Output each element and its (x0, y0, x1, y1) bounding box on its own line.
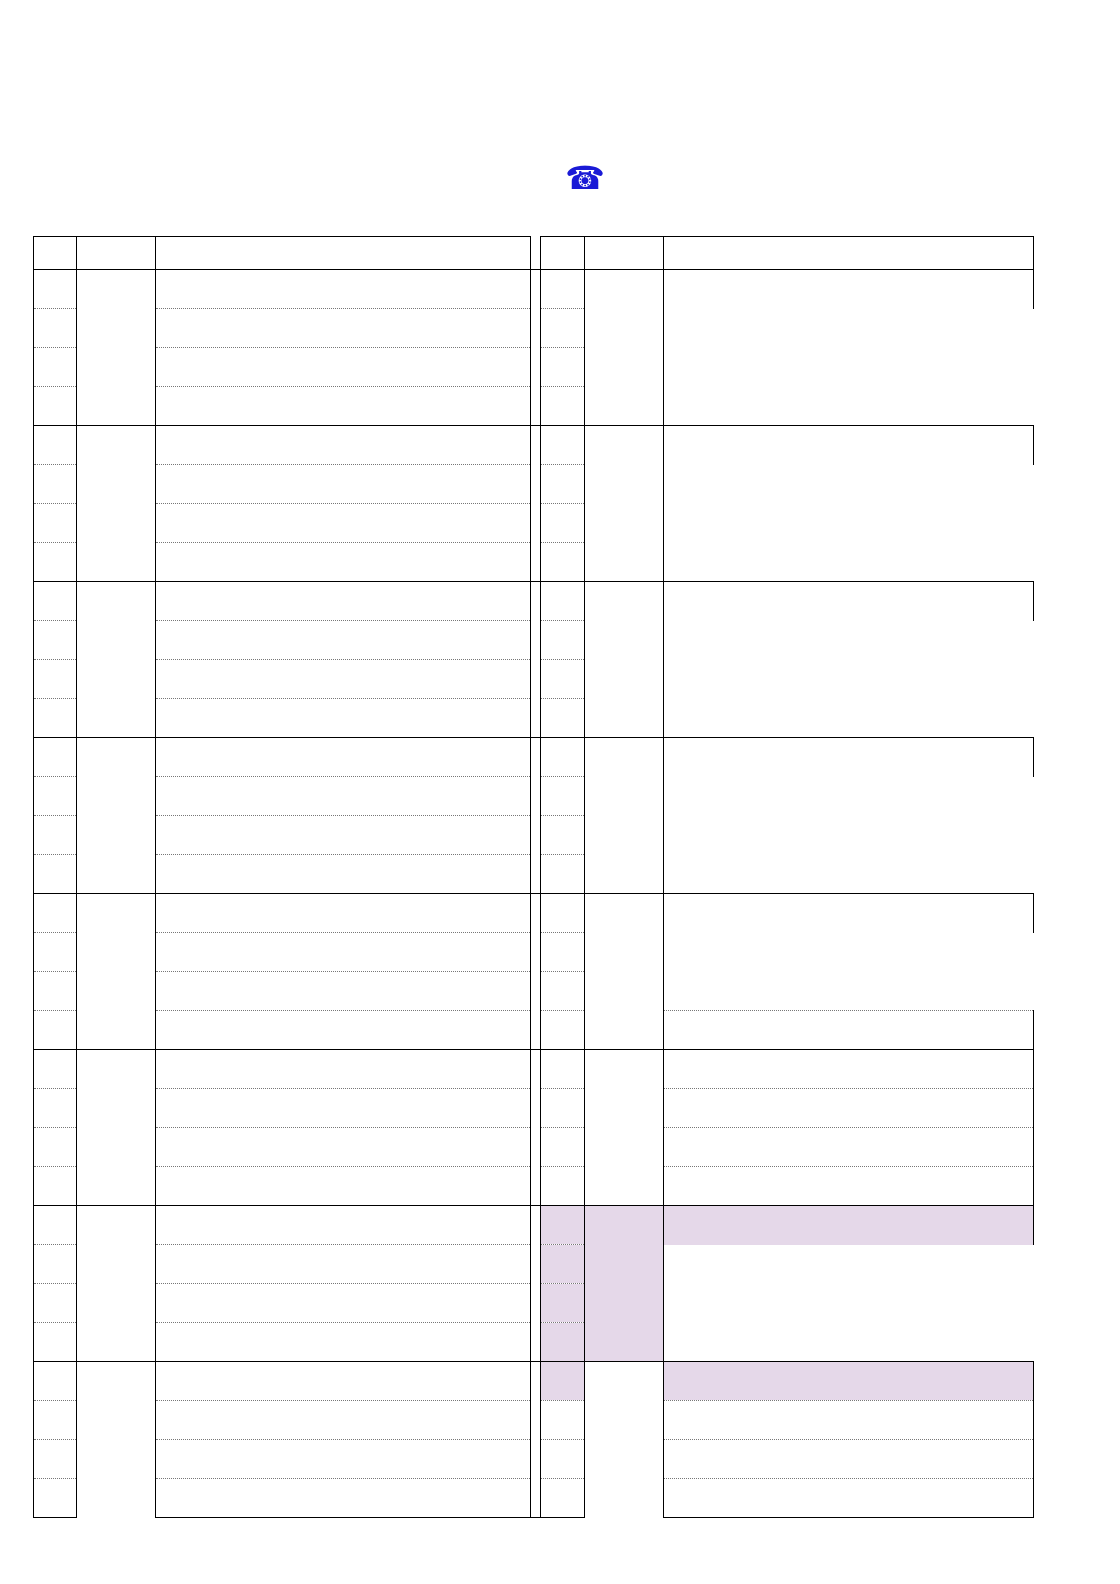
match-number (541, 582, 585, 621)
column-gap (531, 1245, 541, 1284)
match-row (34, 1206, 541, 1245)
column-gap (531, 1479, 541, 1518)
matchup (541, 1324, 584, 1361)
player-pair (156, 582, 531, 621)
player-pair (664, 1050, 1034, 1089)
player-pair (156, 387, 531, 426)
column-gap (531, 1128, 541, 1167)
game-time (585, 1362, 664, 1518)
game-time (77, 426, 156, 582)
matchup (541, 544, 584, 581)
matchup (156, 310, 530, 347)
matchup (664, 583, 1033, 620)
match-row (34, 270, 541, 309)
game-time (585, 270, 664, 426)
matchup (156, 1051, 530, 1088)
match-number (34, 855, 77, 894)
player-pair (541, 816, 585, 855)
club-contact-line (0, 154, 1120, 201)
player-pair (156, 933, 531, 972)
matchup (156, 817, 530, 854)
matchup (156, 349, 530, 386)
matchup (664, 271, 1033, 308)
player-pair (541, 933, 585, 972)
player-pair (664, 270, 1034, 309)
match-number (34, 387, 77, 426)
player-pair (541, 1245, 585, 1284)
schedule-table-right (540, 236, 1034, 1518)
player-pair (156, 309, 531, 348)
column-gap (531, 426, 541, 465)
matchup (541, 934, 584, 971)
player-pair (541, 465, 585, 504)
match-row (541, 582, 1034, 621)
player-pair (156, 543, 531, 582)
matchup (156, 388, 530, 425)
matchup (156, 1090, 530, 1127)
game-time (77, 1050, 156, 1206)
player-pair (156, 972, 531, 1011)
match-number (34, 1245, 77, 1284)
player-pair (156, 1050, 531, 1089)
matchup (156, 895, 530, 932)
matchup (541, 700, 584, 737)
match-number (34, 504, 77, 543)
matchup (541, 388, 584, 425)
match-number (34, 270, 77, 309)
player-pair (156, 1206, 531, 1245)
matchup (156, 778, 530, 815)
matchup (541, 856, 584, 893)
column-header-time (77, 237, 156, 270)
game-time (77, 582, 156, 738)
match-number (541, 894, 585, 933)
player-pair (156, 504, 531, 543)
player-pair (541, 660, 585, 699)
player-pair (156, 699, 531, 738)
player-pair (541, 699, 585, 738)
column-gap (531, 972, 541, 1011)
match-number (541, 738, 585, 777)
player-pair (541, 504, 585, 543)
match-number (541, 1167, 585, 1206)
game-time (585, 738, 664, 894)
matchup (156, 1402, 530, 1439)
matchup (156, 271, 530, 308)
match-number (34, 933, 77, 972)
matchup (541, 973, 584, 1010)
matchup (156, 1363, 530, 1400)
game-time (77, 1362, 156, 1518)
player-pair (541, 1323, 585, 1362)
matchup (541, 310, 584, 347)
match-number (34, 1206, 77, 1245)
phone-block (565, 155, 615, 198)
matchup (156, 583, 530, 620)
match-number (541, 1128, 585, 1167)
column-gap (531, 1011, 541, 1050)
column-header-no (34, 237, 77, 270)
player-pair (156, 660, 531, 699)
column-gap (531, 1089, 541, 1128)
column-gap (531, 660, 541, 699)
game-time (77, 1206, 156, 1362)
column-gap (531, 582, 541, 621)
player-pair (156, 1323, 531, 1362)
column-gap (531, 1167, 541, 1206)
matchup (156, 1207, 530, 1244)
player-pair (541, 543, 585, 582)
match-row (34, 1050, 541, 1089)
player-pair (664, 1011, 1034, 1050)
column-header-players (664, 237, 1034, 270)
matchup (541, 778, 584, 815)
game-time (585, 582, 664, 738)
match-number (34, 1011, 77, 1050)
matchup (156, 1129, 530, 1166)
column-gap (531, 543, 541, 582)
match-number (34, 348, 77, 387)
match-number (34, 777, 77, 816)
column-gap (531, 1362, 541, 1401)
matchup (664, 1363, 1033, 1400)
matchup (541, 505, 584, 542)
column-header-players (156, 237, 531, 270)
matchup (541, 661, 584, 698)
column-header-no (541, 237, 585, 270)
column-gap (531, 270, 541, 309)
matchup (156, 1012, 530, 1049)
matchup (156, 856, 530, 893)
match-number (541, 1440, 585, 1479)
column-gap (531, 1401, 541, 1440)
match-number (541, 426, 585, 465)
match-number (34, 309, 77, 348)
player-pair (156, 894, 531, 933)
match-number (34, 660, 77, 699)
match-number (34, 972, 77, 1011)
matchup (156, 544, 530, 581)
game-time (77, 270, 156, 426)
player-pair (664, 426, 1034, 465)
match-number (34, 738, 77, 777)
matchup (156, 973, 530, 1010)
player-pair (156, 1440, 531, 1479)
player-pair (156, 1011, 531, 1050)
player-pair (156, 465, 531, 504)
match-number (34, 816, 77, 855)
player-pair (664, 1206, 1034, 1245)
player-pair (664, 894, 1034, 933)
match-number (34, 1050, 77, 1089)
matchup (156, 934, 530, 971)
player-pair (664, 1401, 1034, 1440)
telephone-icon: ☎ (565, 159, 605, 197)
column-gap (531, 387, 541, 426)
game-time (585, 1206, 664, 1362)
player-pair (541, 855, 585, 894)
match-number (541, 1050, 585, 1089)
matchup (664, 1207, 1033, 1244)
match-number (541, 1479, 585, 1518)
player-pair (541, 309, 585, 348)
matchup (156, 1246, 530, 1283)
match-row (34, 894, 541, 933)
player-pair (156, 1479, 531, 1518)
game-time (585, 1050, 664, 1206)
player-pair (156, 1284, 531, 1323)
game-time (77, 894, 156, 1050)
player-pair (156, 777, 531, 816)
match-number (541, 1011, 585, 1050)
column-gap (531, 1284, 541, 1323)
player-pair (664, 1167, 1034, 1206)
match-number (34, 699, 77, 738)
header-row (541, 237, 1034, 270)
player-pair (541, 387, 585, 426)
match-row (541, 1206, 1034, 1245)
column-gap (531, 894, 541, 933)
player-pair (541, 621, 585, 660)
matchup (664, 895, 1033, 932)
player-pair (156, 1167, 531, 1206)
match-number (34, 465, 77, 504)
matchup (664, 427, 1033, 464)
player-pair (664, 582, 1034, 621)
matchup (541, 817, 584, 854)
column-gap (531, 816, 541, 855)
matchup (156, 1168, 530, 1205)
match-number (541, 270, 585, 309)
column-header-time (585, 237, 664, 270)
player-pair (156, 816, 531, 855)
column-gap (531, 699, 541, 738)
matchup (156, 1480, 530, 1517)
column-gap (531, 1323, 541, 1362)
player-pair (156, 348, 531, 387)
match-number (34, 1401, 77, 1440)
player-pair (156, 1089, 531, 1128)
matchup (156, 1285, 530, 1322)
match-row (34, 1362, 541, 1401)
matchup (156, 1324, 530, 1361)
schedule-table-left (33, 236, 541, 1518)
player-pair (156, 1362, 531, 1401)
game-time (585, 426, 664, 582)
match-number (34, 1440, 77, 1479)
match-number (34, 543, 77, 582)
player-pair (156, 426, 531, 465)
matchup (541, 349, 584, 386)
match-row (541, 1362, 1034, 1401)
matchup (541, 466, 584, 503)
match-number (34, 621, 77, 660)
game-time (77, 738, 156, 894)
column-gap (531, 777, 541, 816)
game-time (585, 894, 664, 1050)
player-pair (156, 270, 531, 309)
match-number (34, 1362, 77, 1401)
match-row (541, 738, 1034, 777)
column-gap (531, 504, 541, 543)
match-row (541, 894, 1034, 933)
match-number (541, 1401, 585, 1440)
match-row (541, 1050, 1034, 1089)
match-row (34, 738, 541, 777)
matchup (156, 622, 530, 659)
match-row (541, 426, 1034, 465)
match-row (541, 270, 1034, 309)
matchup (541, 1285, 584, 1322)
match-number (34, 1128, 77, 1167)
column-gap (531, 933, 541, 972)
column-gap (531, 1050, 541, 1089)
column-gap (531, 309, 541, 348)
player-pair (541, 972, 585, 1011)
match-number (34, 1089, 77, 1128)
column-gap (531, 738, 541, 777)
match-row (34, 582, 541, 621)
player-pair (541, 777, 585, 816)
match-number (34, 1479, 77, 1518)
match-number (34, 582, 77, 621)
matchup (156, 1441, 530, 1478)
player-pair (156, 1245, 531, 1284)
column-gap (531, 1440, 541, 1479)
player-pair (664, 1479, 1034, 1518)
player-pair (664, 1362, 1034, 1401)
player-pair (541, 1284, 585, 1323)
matchup (156, 661, 530, 698)
matchup (664, 739, 1033, 776)
column-gap (531, 621, 541, 660)
column-gap (531, 855, 541, 894)
player-pair (156, 855, 531, 894)
column-gap (531, 1206, 541, 1245)
matchup (156, 505, 530, 542)
column-gap (531, 465, 541, 504)
player-pair (541, 348, 585, 387)
matchup (156, 739, 530, 776)
matchup (156, 700, 530, 737)
match-row (34, 426, 541, 465)
match-number (34, 1284, 77, 1323)
match-number (34, 894, 77, 933)
match-number (541, 1362, 585, 1401)
player-pair (156, 1401, 531, 1440)
matchup (156, 427, 530, 464)
matchup (541, 1246, 584, 1283)
match-number (34, 1323, 77, 1362)
player-pair (156, 621, 531, 660)
matchup (541, 622, 584, 659)
player-pair (156, 738, 531, 777)
match-number (541, 1089, 585, 1128)
match-number (34, 426, 77, 465)
matchup (156, 466, 530, 503)
match-number (34, 1167, 77, 1206)
column-gap (531, 348, 541, 387)
player-pair (664, 1128, 1034, 1167)
header-row (34, 237, 541, 270)
match-number (541, 1206, 585, 1245)
player-pair (664, 1440, 1034, 1479)
player-pair (664, 738, 1034, 777)
player-pair (664, 1089, 1034, 1128)
player-pair (156, 1128, 531, 1167)
